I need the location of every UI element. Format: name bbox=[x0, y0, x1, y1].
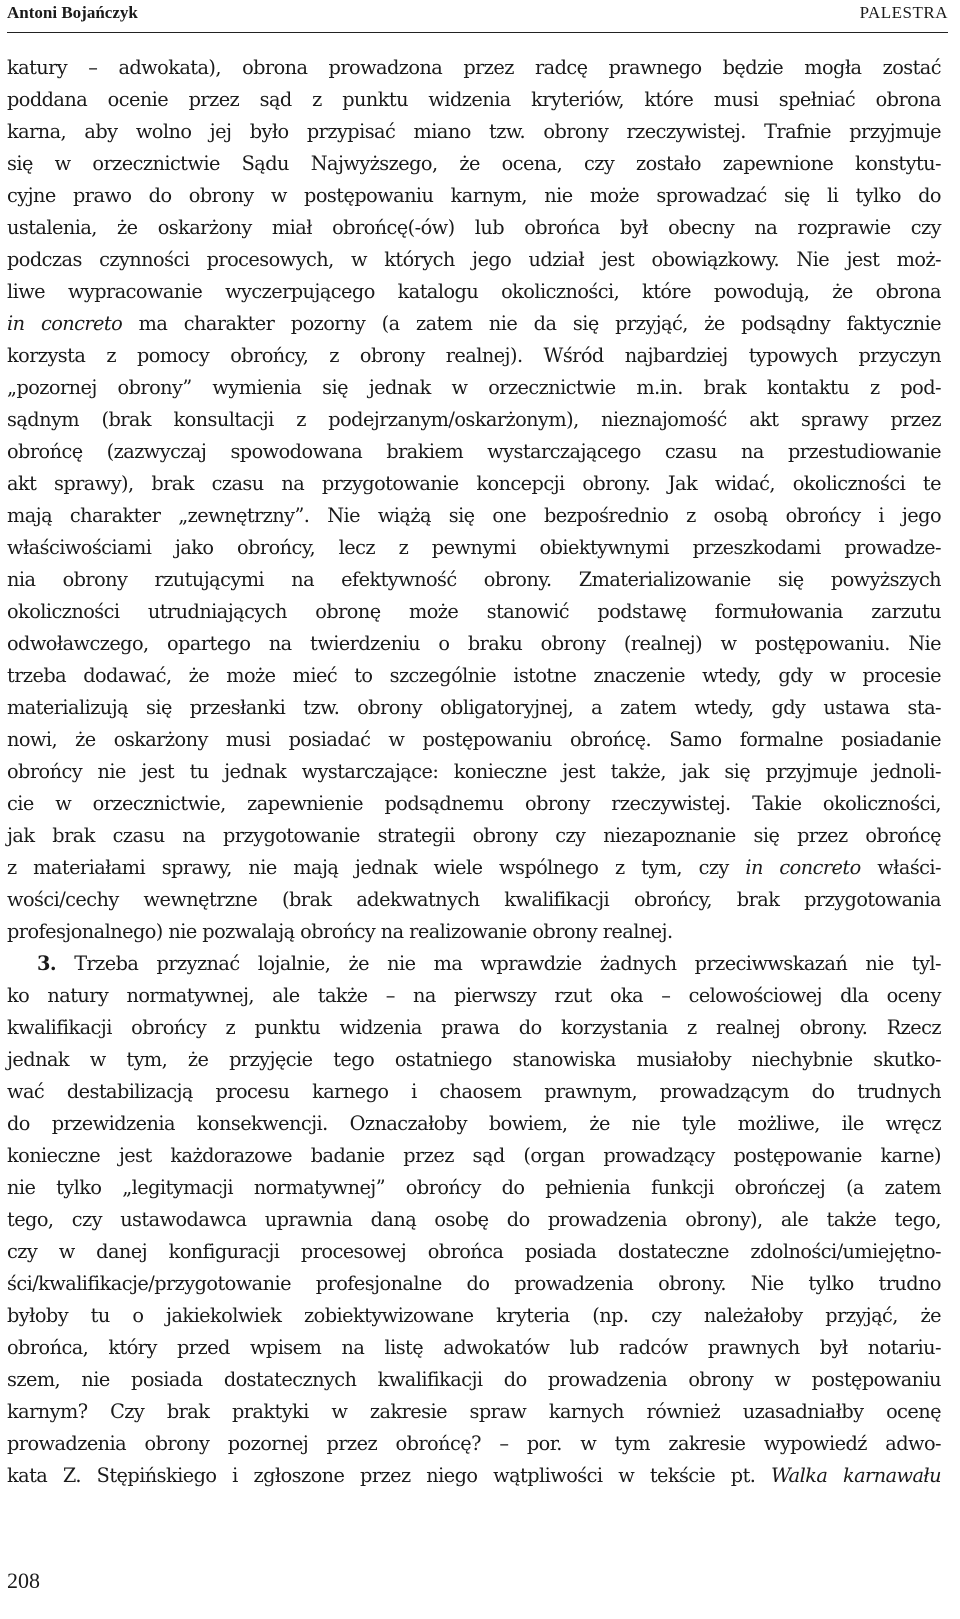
text-line: kwalifikacji obrońcy z punktu widzenia prawa do korzystania z realnej obrony. Rzecz bbox=[7, 1016, 941, 1039]
text-line: ko natury normatywnej, ale także – na pierwszy rzut oka – celowościowej dla oceny bbox=[7, 984, 941, 1007]
text-line: szem, nie posiada dostatecznych kwalifikacji do prowadzenia obrony w postępowaniu bbox=[7, 1368, 941, 1391]
text-line: ustalenia, że oskarżony miał obrońcę(-ów) lub obrońca był obecny na rozprawie czy bbox=[7, 216, 941, 239]
text-line: karnym? Czy brak praktyki w zakresie spraw karnych również uzasadniałby ocenę bbox=[7, 1400, 941, 1423]
text-line: wości/cechy wewnętrzne (brak adekwatnych kwalifikacji obrońcy, brak przygotowania bbox=[7, 888, 941, 911]
header-author: Antoni Bojańczyk bbox=[7, 3, 138, 22]
text-line: liwe wypracowanie wyczerpującego katalogu okoliczności, które powodują, że obrona bbox=[7, 280, 941, 303]
header-journal: PALESTRA bbox=[859, 3, 948, 22]
text-line: prowadzenia obrony pozornej przez obrońcę? – por. w tym zakresie wypowiedź adwo- bbox=[7, 1432, 941, 1455]
text-line: profesjonalnego) nie pozwalają obrońcy na realizowanie obrony realnej. bbox=[7, 920, 673, 943]
text-line: „pozornej obrony” wymienia się jednak w orzecznictwie m.in. brak kontaktu z pod- bbox=[7, 376, 941, 399]
text-run: z materiałami sprawy, nie mają jednak wiele wspólnego z tym, czy bbox=[7, 856, 746, 879]
text-line: cie w orzecznictwie, zapewnienie podsądnemu obrony rzeczywistej. Takie okoliczności, bbox=[7, 792, 941, 815]
text-line: nowi, że oskarżony musi posiadać w postępowaniu obrońcę. Samo formalne posiadanie bbox=[7, 728, 941, 751]
text-line: do przewidzenia konsekwencji. Oznaczałoby bowiem, że nie tyle możliwe, ile wręcz bbox=[7, 1112, 941, 1135]
text-line: czy w danej konfiguracji procesowej obrońca posiada dostateczne zdolności/umiejętno- bbox=[7, 1240, 941, 1263]
text-line: sądnym (brak konsultacji z podejrzanym/oskarżonym), nieznajomość akt sprawy przez bbox=[7, 408, 941, 431]
text-line: ści/kwalifikacje/przygotowanie profesjonalne do prowadzenia obrony. Nie tylko trudno bbox=[7, 1272, 941, 1295]
text-line: trzeba dodawać, że może mieć to szczególnie istotne znaczenie wtedy, gdy w procesie bbox=[7, 664, 941, 687]
text-line bbox=[7, 308, 941, 340]
italic-phrase: Walka karnawału bbox=[771, 1464, 941, 1487]
text-line: się w orzecznictwie Sądu Najwyższego, że ocena, czy zostało zapewnione konstytu- bbox=[7, 152, 941, 175]
text-line: nia obrony rzutującymi na efektywność obrony. Zmaterializowanie się powyższych bbox=[7, 568, 941, 591]
section-number: 3. bbox=[37, 952, 57, 975]
text-run: Trzeba przyznać lojalnie, że nie ma wprawdzie żadnych przeciwwskazań nie tyl- bbox=[56, 952, 941, 975]
text-line: odwoławczego, opartego na twierdzeniu o braku obrony (realnej) w postępowaniu. Nie bbox=[7, 632, 941, 655]
running-header bbox=[7, 0, 948, 33]
text-line: poddana ocenie przez sąd z punktu widzenia kryteriów, które musi spełniać obrona bbox=[7, 88, 941, 111]
text-line: karna, aby wolno jej było przypisać miano tzw. obrony rzeczywistej. Trafnie przyjmuje bbox=[7, 120, 941, 143]
italic-phrase: in concreto bbox=[7, 312, 123, 335]
text-line bbox=[7, 852, 941, 884]
text-line: mają charakter „zewnętrzny”. Nie wiążą się one bezpośrednio z osobą obrońcy i jego bbox=[7, 504, 941, 527]
text-line: akt sprawy), brak czasu na przygotowanie koncepcji obrony. Jak widać, okoliczności te bbox=[7, 472, 941, 495]
text-line: tego, czy ustawodawca uprawnia daną osobę do prowadzenia obrony), ale także tego, bbox=[7, 1208, 941, 1231]
text-line: byłoby tu o jakiekolwiek zobiektywizowane kryteria (np. czy należałoby przyjąć, że bbox=[7, 1304, 941, 1327]
italic-phrase: in concreto bbox=[745, 856, 861, 879]
text-line: okoliczności utrudniających obronę może stanowić podstawę formułowania zarzutu bbox=[7, 600, 941, 623]
text-line: nie tylko „legitymacji normatywnej” obrońcy do pełnienia funkcji obrończej (a zatem bbox=[7, 1176, 941, 1199]
text-run: kata Z. Stępińskiego i zgłoszone przez niego wątpliwości w tekście pt. bbox=[7, 1464, 772, 1487]
body-text bbox=[7, 52, 941, 1492]
text-line: obrońcę (zazwyczaj spowodowana brakiem wystarczającego czasu na przestudiowanie bbox=[7, 440, 941, 463]
text-line: podczas czynności procesowych, w których jego udział jest obowiązkowy. Nie jest moż- bbox=[7, 248, 941, 271]
text-line: wać destabilizacją procesu karnego i chaosem prawnym, prowadzącym do trudnych bbox=[7, 1080, 941, 1103]
text-run: właści- bbox=[860, 856, 941, 879]
text-line bbox=[7, 1460, 941, 1492]
text-line: obrońca, który przed wpisem na listę adwokatów lub radców prawnych był notariu- bbox=[7, 1336, 941, 1359]
text-line bbox=[7, 948, 941, 980]
text-line: jednak w tym, że przyjęcie tego ostatniego stanowiska musiałoby niechybnie skutko- bbox=[7, 1048, 941, 1071]
text-line: konieczne jest każdorazowe badanie przez sąd (organ prowadzący postępowanie karne) bbox=[7, 1144, 941, 1167]
text-line: jak brak czasu na przygotowanie strategii obrony czy niezapoznanie się przez obrońcę bbox=[7, 824, 941, 847]
text-line: właściwościami jako obrońcy, lecz z pewnymi obiektywnymi przeszkodami prowadze- bbox=[7, 536, 941, 559]
text-line: cyjne prawo do obrony w postępowaniu karnym, nie może sprowadzać się li tylko do bbox=[7, 184, 941, 207]
text-run: ma charakter pozorny (a zatem nie da się przyjąć, że podsądny faktycznie bbox=[122, 312, 941, 335]
text-line: obrońcy nie jest tu jednak wystarczające: konieczne jest także, jak się przyjmuje jednoli- bbox=[7, 760, 941, 783]
page-number: 208 bbox=[7, 1568, 40, 1593]
text-line: materializują się przesłanki tzw. obrony obligatoryjnej, a zatem wtedy, gdy ustawa sta- bbox=[7, 696, 941, 719]
text-line: katury – adwokata), obrona prowadzona przez radcę prawnego będzie mogła zostać bbox=[7, 56, 941, 79]
text-line: korzysta z pomocy obrońcy, z obrony realnej). Wśród najbardziej typowych przyczyn bbox=[7, 344, 941, 367]
